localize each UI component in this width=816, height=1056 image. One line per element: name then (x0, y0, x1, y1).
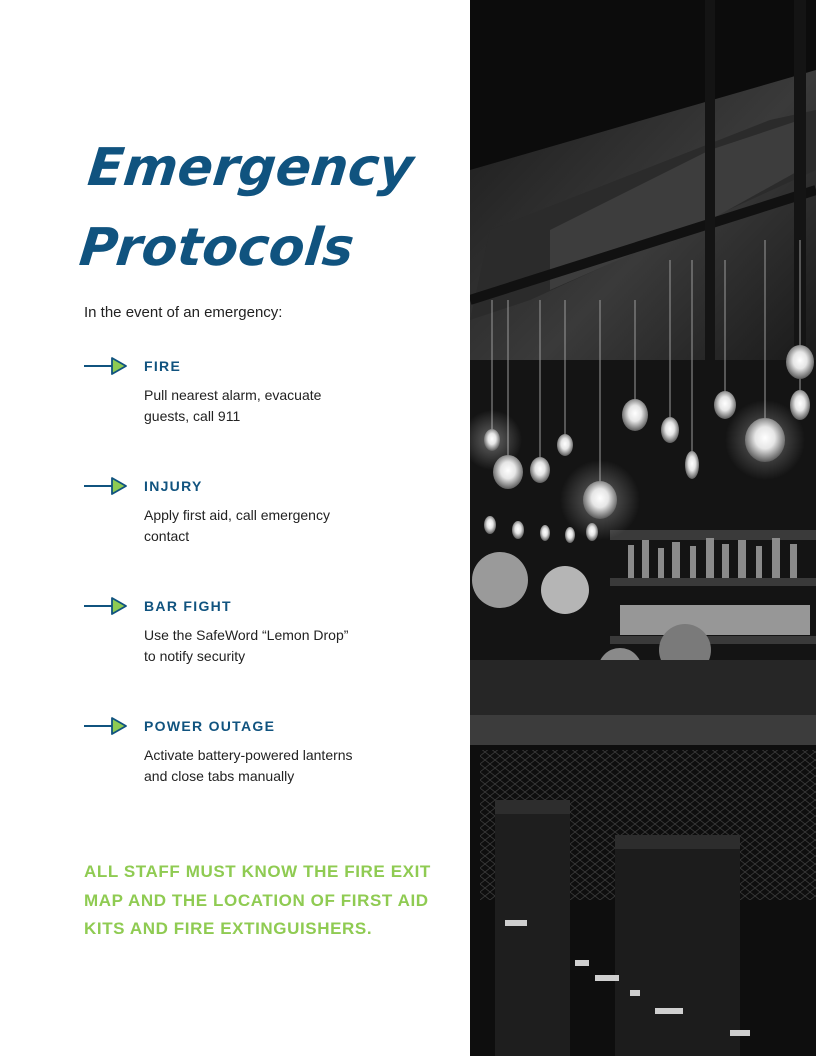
title-line-1: Emergency (85, 138, 417, 198)
protocol-heading: FIRE (144, 358, 182, 374)
protocol-heading: INJURY (144, 478, 203, 494)
arrow-right-icon (84, 475, 130, 497)
protocol-description: Apply first aid, call emergency contact (144, 507, 330, 544)
protocol-description: Activate battery-powered lanterns and close tabs manually (144, 747, 353, 784)
arrow-right-icon (84, 595, 130, 617)
page-title (76, 128, 418, 288)
bar-photo (470, 0, 816, 1056)
title-line-2: Protocols (76, 218, 357, 278)
protocol-description: Use the SafeWord “Lemon Drop” to notify security (144, 627, 349, 664)
arrow-right-icon (84, 355, 130, 377)
protocol-heading: BAR FIGHT (144, 598, 232, 614)
protocol-description: Pull nearest alarm, evacuate guests, call 911 (144, 387, 322, 424)
intro-text: In the event of an emergency: (84, 304, 283, 321)
arrow-right-icon (84, 715, 130, 737)
protocol-heading: POWER OUTAGE (144, 718, 276, 734)
bar-interior-image (470, 0, 816, 1056)
staff-notice: ALL STAFF MUST KNOW THE FIRE EXIT MAP AND THE LOCATION OF FIRST AID KITS AND FIRE EXTINGUISHERS. (84, 862, 431, 938)
